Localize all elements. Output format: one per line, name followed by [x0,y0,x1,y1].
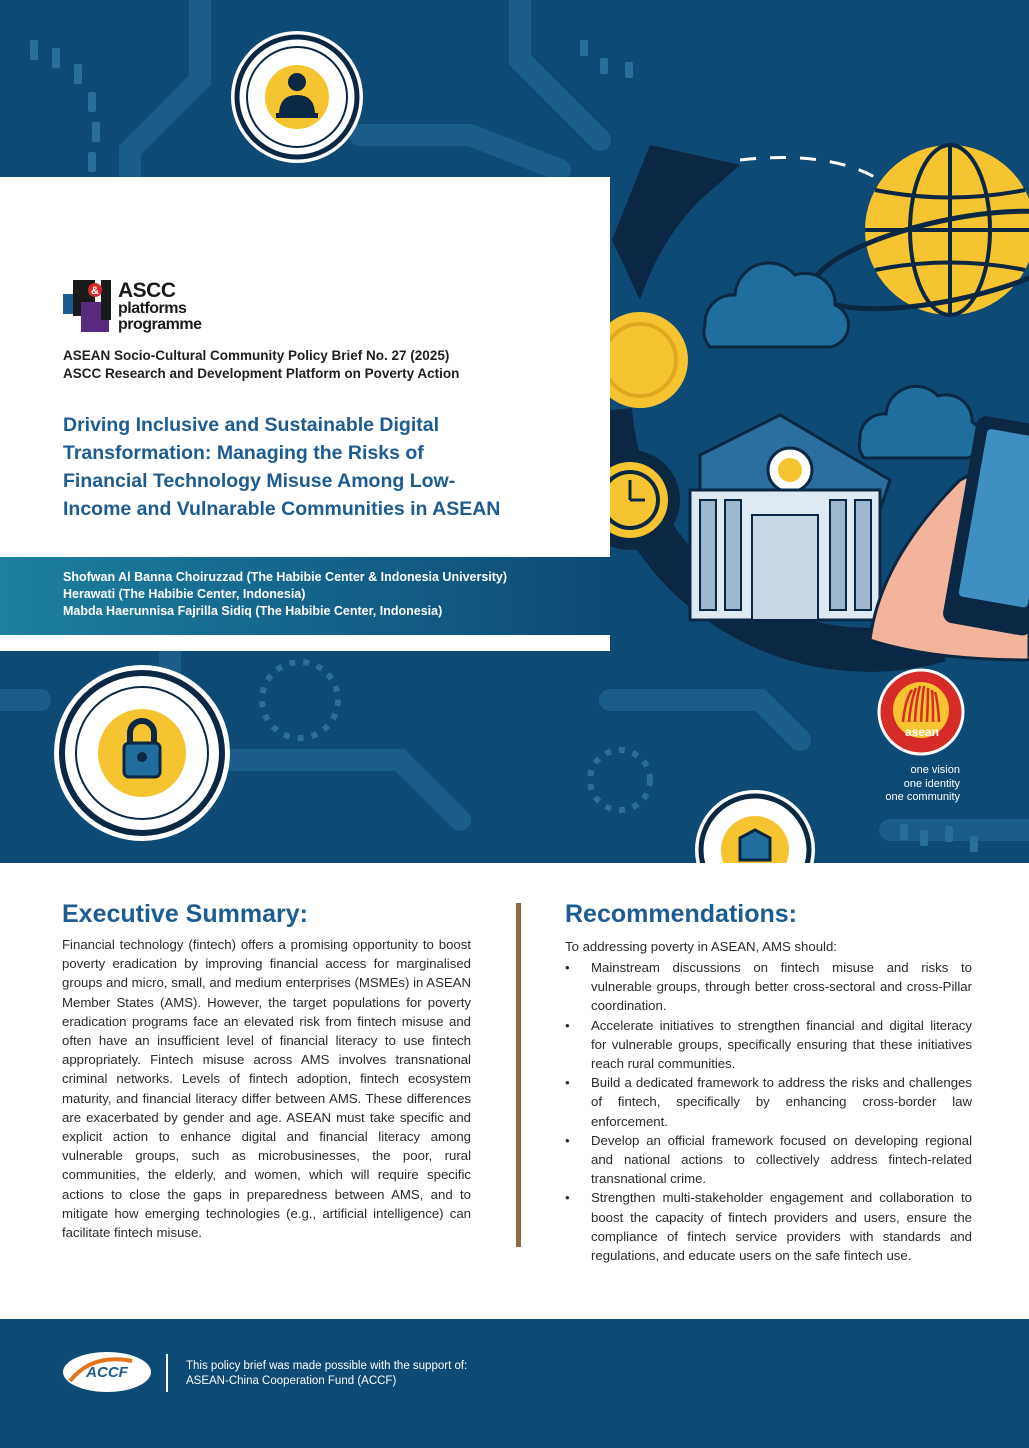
authors-band [0,557,610,635]
summary-heading: Executive Summary: [62,900,308,928]
author-line: Mabda Haerunnisa Fajrilla Sidiq (The Habibie Center, Indonesia) [63,604,443,618]
asean-mottos [860,764,960,805]
motto-line: one identity [903,777,960,790]
policy-brief-series [63,347,583,383]
author-list [63,569,507,620]
logo-line: ASCC [118,279,176,302]
recommendations-heading: Recommendations: [565,900,797,928]
series-line: ASCC Research and Development Platform on Poverty Action [63,366,460,381]
motto-line: one vision [910,764,960,776]
bullet-glyph: • [565,1132,570,1148]
list-item-text: Mainstream discussions on fintech misuse and risks to vulnerable groups, through better cross-sectoral and cross-Pillar coordination. [591,960,972,1014]
recommendations-list [565,958,972,1265]
list-item-text: Strengthen multi-stakeholder engagement and collaboration to boost the capacity of fintech providers and users, ensure the compliance of fintech service providers with standards and regulations, and educate users on the safe fintech use. [591,1190,972,1264]
rd-logo-icon [63,280,115,332]
person-badge-icon [231,31,363,163]
motto-line: one community [885,791,960,803]
asean-emblem-icon [879,670,963,754]
accf-logo [62,1351,152,1393]
list-item-text: Build a dedicated framework to address the risks and challenges of fintech, specifically by enhancing cross-border law enforcement. [591,1075,972,1129]
dotted-ring [262,662,338,738]
recommendations-intro: To addressing poverty in ASEAN, AMS should: [565,939,837,954]
series-line: ASEAN Socio-Cultural Community Policy Brief No. 27 (2025) [63,348,450,363]
accf-logo-text: ACCF [86,1364,128,1381]
author-line: Herawati (The Habibie Center, Indonesia) [63,587,306,601]
summary-text: Financial technology (fintech) offers a promising opportunity to boost poverty eradication by improving financial access for marginalised groups and micro, small, and medium enterprises (MSMEs) in ASEAN Member States (AMS). However, the target populations for poverty eradication programs face an elevated risk from fintech misuse and often have an insufficient level of financial literacy to use fintech appropriately. Fintech misuse across AMS involves transnational criminal networks. Levels of fintech adoption, fintech ecosystem maturity, and financial literacy differ between AMS. These differences are exacerbated by gender and age. ASEAN must take specific and explicit action to enhance digital and financial literacy among vulnerable groups, such as microbusinesses, the poor, rural communities, the elderly, and women, which will require specific actions to close the gaps in preparedness between AMS, and to mitigate how emerging technologies (e.g., artificial intelligence) can facilitate fintech misuse. [62,937,471,1241]
footer-line: ASEAN-China Cooperation Fund (ACCF) [186,1374,397,1387]
logo-wordmark [118,280,202,333]
column-divider [516,903,521,1247]
asean-wordmark: asean [904,725,940,739]
footer-line: This policy brief was made possible with the support of: [186,1360,468,1372]
footer-divider [166,1354,168,1392]
lock-badge-icon [54,665,230,841]
globe-icon [805,145,1029,328]
bullet-glyph: • [565,1017,570,1033]
title-line: Financial Technology Misuse Among Low- [63,470,456,492]
list-item [565,958,972,1016]
accf-logo-icon [62,1351,152,1393]
list-item [565,1188,972,1265]
footer [0,1319,1029,1448]
bullet-glyph: • [565,1075,570,1091]
footer-credit [186,1359,467,1388]
shield-badge-icon [695,790,815,863]
arrow-icon [612,145,740,300]
document-title [63,411,583,523]
list-item-text: Develop an official framework focused on developing regional and national actions to collectively address fintech-related transnational crime. [591,1132,972,1187]
title-line: Transformation: Managing the Risks of [63,442,424,464]
cloud-icon [859,386,981,458]
list-item-text: Accelerate initiatives to strengthen financial and digital literacy for vulnerable groups, specifically ensuring that these initiatives reach rural communities. [591,1017,972,1072]
dotted-ring [590,750,650,810]
title-line: Income and Vulnarable Communities in ASEAN [63,498,501,520]
bullet-glyph: • [565,960,570,975]
white-strip [0,635,610,651]
bullet-glyph: • [565,1190,570,1206]
logo-line: programme [118,316,202,333]
author-line: Shofwan Al Banna Choiruzzad (The Habibie Center & Indonesia University) [63,570,508,584]
ascc-platforms-logo [63,280,223,335]
title-panel [0,177,610,557]
list-item [565,1073,972,1131]
logo-line: platforms [118,300,187,317]
cloud-icon [704,263,849,347]
list-item [565,1016,972,1074]
logo-ampersand: & [91,285,99,297]
dashed-path [740,158,880,181]
list-item [565,1131,972,1189]
title-line: Driving Inclusive and Sustainable Digital [63,414,440,436]
